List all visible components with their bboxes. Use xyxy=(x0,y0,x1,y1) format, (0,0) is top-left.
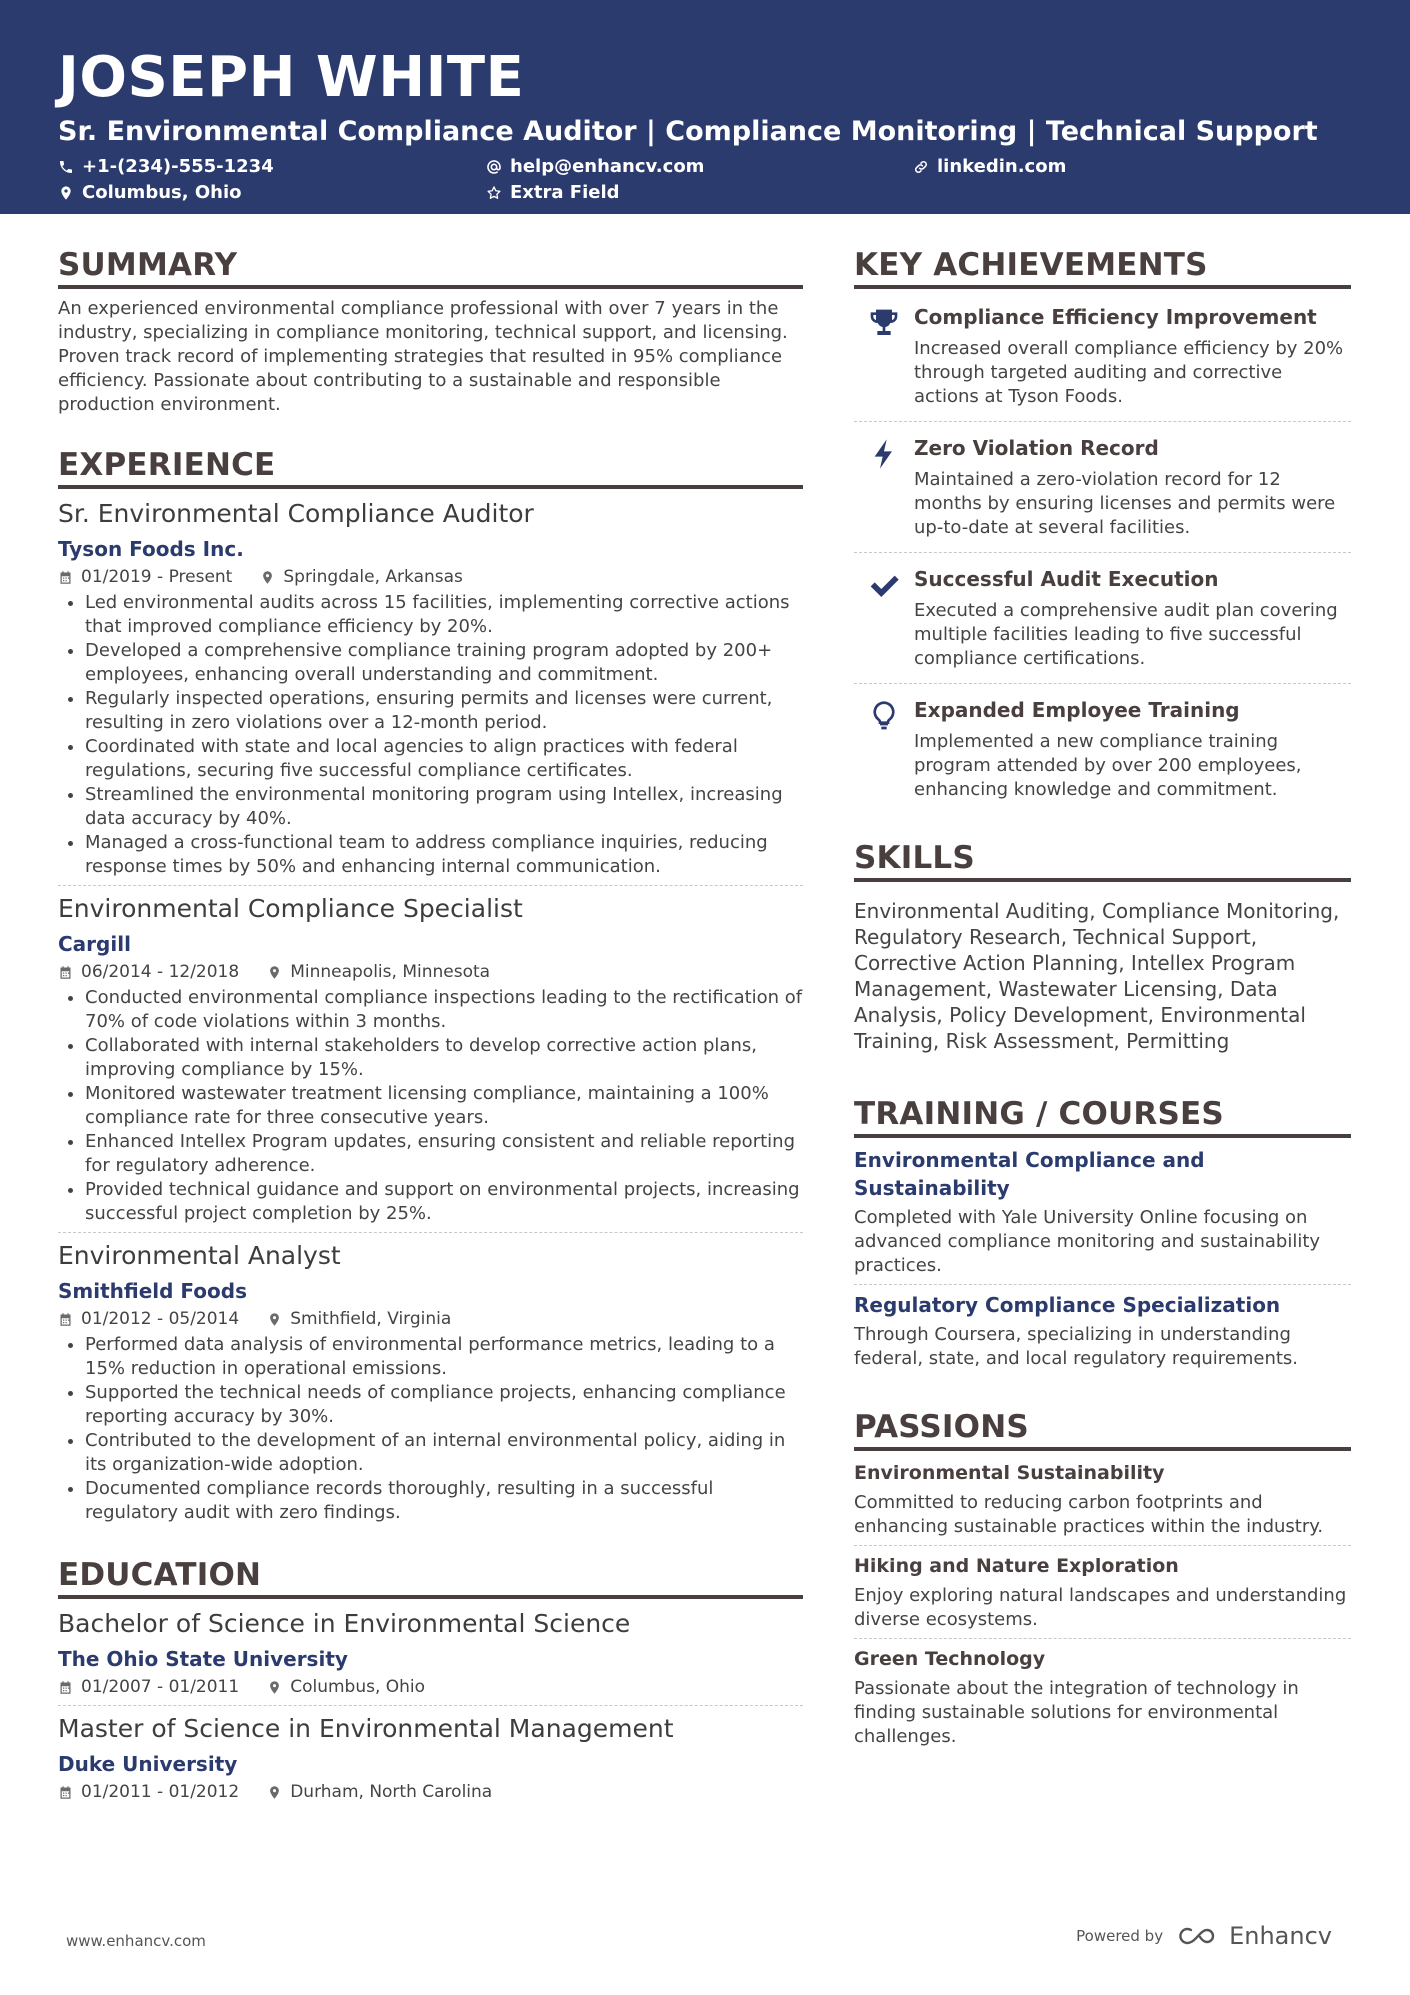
job-location xyxy=(260,565,463,589)
passion-item xyxy=(854,1459,1351,1539)
achievement-desc: Maintained a zero-violation record for 12 months by ensuring licenses and permits were up-to-date at several facilities. xyxy=(914,469,1336,538)
divider xyxy=(854,552,1351,553)
education-entry xyxy=(58,1607,803,1699)
location-icon xyxy=(260,570,275,585)
company-name: Tyson Foods Inc. xyxy=(58,537,244,561)
right-column xyxy=(854,245,1351,1749)
contact-phone-text: +1-(234)-555-1234 xyxy=(82,156,274,177)
passion-title: Hiking and Nature Exploration xyxy=(854,1555,1179,1577)
passion-item xyxy=(854,1552,1351,1632)
achievement-title: Successful Audit Execution xyxy=(914,567,1219,591)
list-item: Performed data analysis of environmental performance metrics, leading to a 15% reduction in operational emissions. xyxy=(58,1333,803,1381)
divider xyxy=(854,1545,1351,1546)
passion-desc: Passionate about the integration of technology in finding sustainable solutions for environmental challenges. xyxy=(854,1678,1299,1747)
contact-extra-text: Extra Field xyxy=(510,182,620,203)
job-dates-text: 06/2014 - 12/2018 xyxy=(81,962,240,982)
passion-title: Green Technology xyxy=(854,1648,1046,1670)
education-dates xyxy=(58,1675,239,1699)
checkmark-icon xyxy=(868,569,900,601)
education-heading: EDUCATION xyxy=(58,1555,803,1599)
job-entry xyxy=(58,497,803,879)
degree-title: Bachelor of Science in Environmental Science xyxy=(58,1609,631,1638)
education-meta xyxy=(58,1780,803,1804)
list-item: Monitored wastewater treatment licensing compliance, maintaining a 100% compliance rate for three consecutive years. xyxy=(58,1082,803,1130)
course-desc: Completed with Yale University Online focusing on advanced compliance monitoring and sustainability practices. xyxy=(854,1207,1321,1276)
calendar-icon xyxy=(58,1680,73,1695)
job-meta xyxy=(58,1307,803,1331)
achievements-heading: KEY ACHIEVEMENTS xyxy=(854,245,1351,289)
company-name: Cargill xyxy=(58,932,131,956)
list-item: Streamlined the environmental monitoring program using Intellex, increasing data accuracy by 40%. xyxy=(58,783,803,831)
education-meta xyxy=(58,1675,803,1699)
education-location-text: Columbus, Ohio xyxy=(290,1677,426,1697)
calendar-icon xyxy=(58,965,73,980)
school-name: The Ohio State University xyxy=(58,1647,348,1671)
job-dates-text: 01/2019 - Present xyxy=(81,567,233,587)
achievement-desc: Executed a comprehensive audit plan covering multiple facilities leading to five successful compliance certifications. xyxy=(914,600,1338,669)
footer-branding[interactable] xyxy=(1076,1922,1332,1950)
list-item: Collaborated with internal stakeholders to develop corrective action plans, improving compliance by 15%. xyxy=(58,1034,803,1082)
job-bullets xyxy=(58,591,803,879)
contact-email-text: help@enhancv.com xyxy=(510,156,705,177)
education-location-text: Durham, North Carolina xyxy=(290,1782,493,1802)
job-location xyxy=(267,1307,451,1331)
job-dates-text: 01/2012 - 05/2014 xyxy=(81,1309,240,1329)
achievement-icon xyxy=(854,696,914,802)
summary-heading: SUMMARY xyxy=(58,245,803,289)
education-dates-text: 01/2011 - 01/2012 xyxy=(81,1782,240,1802)
divider xyxy=(58,1705,803,1706)
contact-location xyxy=(58,180,242,206)
contact-location-text: Columbus, Ohio xyxy=(82,182,242,203)
job-location-text: Springdale, Arkansas xyxy=(283,567,463,587)
contact-linkedin[interactable] xyxy=(913,154,1066,180)
passion-title: Environmental Sustainability xyxy=(854,1462,1165,1484)
education-dates xyxy=(58,1780,239,1804)
job-dates xyxy=(58,960,239,984)
job-dates xyxy=(58,1307,239,1331)
achievement-item xyxy=(854,690,1351,808)
divider xyxy=(58,1232,803,1233)
achievement-desc: Increased overall compliance efficiency by 20% through targeted auditing and corrective actions at Tyson Foods. xyxy=(914,338,1344,407)
star-icon xyxy=(486,185,502,201)
divider xyxy=(854,1638,1351,1639)
lightbulb-icon xyxy=(868,700,900,732)
passion-item xyxy=(854,1645,1351,1749)
footer-website[interactable]: www.enhancv.com xyxy=(66,1932,206,1950)
list-item: Coordinated with state and local agencies to align practices with federal regulations, securing five successful compliance certificates. xyxy=(58,735,803,783)
enhancv-logo xyxy=(1177,1922,1332,1950)
education-location xyxy=(267,1780,492,1804)
location-icon xyxy=(267,1312,282,1327)
powered-by-label: Powered by xyxy=(1076,1927,1164,1945)
location-icon xyxy=(267,965,282,980)
job-meta xyxy=(58,565,803,589)
job-meta xyxy=(58,960,803,984)
job-location xyxy=(267,960,490,984)
divider xyxy=(854,683,1351,684)
contact-email[interactable] xyxy=(486,154,704,180)
job-dates xyxy=(58,565,232,589)
job-entry xyxy=(58,892,803,1226)
job-title: Environmental Compliance Specialist xyxy=(58,894,523,923)
achievement-icon xyxy=(854,434,914,540)
training-heading: TRAINING / COURSES xyxy=(854,1094,1351,1138)
achievement-title: Zero Violation Record xyxy=(914,436,1159,460)
achievement-item xyxy=(854,428,1351,546)
contact-linkedin-text: linkedin.com xyxy=(937,156,1067,177)
calendar-icon xyxy=(58,1785,73,1800)
training-item xyxy=(854,1291,1351,1371)
list-item: Conducted environmental compliance inspections leading to the rectification of 70% of code violations within 3 months. xyxy=(58,986,803,1034)
calendar-icon xyxy=(58,570,73,585)
list-item: Documented compliance records thoroughly, resulting in a successful regulatory audit with zero findings. xyxy=(58,1477,803,1525)
job-bullets xyxy=(58,986,803,1226)
course-title: Regulatory Compliance Specialization xyxy=(854,1293,1281,1317)
school-name: Duke University xyxy=(58,1752,238,1776)
enhancv-logo-icon xyxy=(1177,1924,1223,1948)
list-item: Led environmental audits across 15 facilities, implementing corrective actions that improved compliance efficiency by 20%. xyxy=(58,591,803,639)
candidate-name: JOSEPH WHITE xyxy=(58,45,525,110)
achievement-item xyxy=(854,297,1351,415)
skills-list: Environmental Auditing, Compliance Monitoring, Regulatory Research, Technical Support, Corrective Action Planning, Intellex Program Management, Wastewater Licensing, Data Analysis, Policy Development, Environmental Training, Risk Assessment, Permitting xyxy=(854,899,1340,1053)
contact-phone[interactable] xyxy=(58,154,274,180)
link-icon xyxy=(913,159,929,175)
resume-header xyxy=(0,0,1410,214)
list-item: Contributed to the development of an internal environmental policy, aiding in its organization-wide adoption. xyxy=(58,1429,803,1477)
list-item: Regularly inspected operations, ensuring permits and licenses were current, resulting in zero violations over a 12-month period. xyxy=(58,687,803,735)
list-item: Managed a cross-functional team to address compliance inquiries, reducing response times by 50% and enhancing internal communication. xyxy=(58,831,803,879)
candidate-headline: Sr. Environmental Compliance Auditor | Compliance Monitoring | Technical Support xyxy=(58,116,1318,147)
contact-extra xyxy=(486,180,620,206)
course-desc: Through Coursera, specializing in understanding federal, state, and local regulatory requirements. xyxy=(854,1324,1299,1369)
achievement-icon xyxy=(854,303,914,409)
list-item: Provided technical guidance and support on environmental projects, increasing successful project completion by 25%. xyxy=(58,1178,803,1226)
job-location-text: Smithfield, Virginia xyxy=(290,1309,452,1329)
location-icon xyxy=(267,1785,282,1800)
list-item: Developed a comprehensive compliance training program adopted by 200+ employees, enhancing overall understanding and commitment. xyxy=(58,639,803,687)
skills-heading: SKILLS xyxy=(854,838,1351,882)
contact-info xyxy=(58,154,1352,210)
achievement-title: Expanded Employee Training xyxy=(914,698,1240,722)
enhancv-brand-text: Enhancv xyxy=(1229,1922,1332,1950)
divider xyxy=(854,421,1351,422)
achievement-desc: Implemented a new compliance training program attended by over 200 employees, enhancing knowledge and commitment. xyxy=(914,731,1302,800)
list-item: Supported the technical needs of compliance projects, enhancing compliance reporting accuracy by 30%. xyxy=(58,1381,803,1429)
passion-desc: Enjoy exploring natural landscapes and understanding diverse ecosystems. xyxy=(854,1585,1347,1630)
degree-title: Master of Science in Environmental Management xyxy=(58,1714,674,1743)
job-title: Environmental Analyst xyxy=(58,1241,341,1270)
achievement-icon xyxy=(854,565,914,671)
list-item: Enhanced Intellex Program updates, ensuring consistent and reliable reporting for regulatory adherence. xyxy=(58,1130,803,1178)
phone-icon xyxy=(58,159,74,175)
training-item xyxy=(854,1146,1351,1278)
education-dates-text: 01/2007 - 01/2011 xyxy=(81,1677,240,1697)
calendar-icon xyxy=(58,1312,73,1327)
at-icon xyxy=(486,159,502,175)
course-title: Environmental Compliance and Sustainability xyxy=(854,1148,1205,1200)
left-column xyxy=(58,245,803,1804)
trophy-icon xyxy=(868,307,900,339)
divider xyxy=(854,1284,1351,1285)
passions-heading: PASSIONS xyxy=(854,1407,1351,1451)
experience-heading: EXPERIENCE xyxy=(58,445,803,489)
job-title: Sr. Environmental Compliance Auditor xyxy=(58,499,534,528)
divider xyxy=(58,885,803,886)
summary-text: An experienced environmental compliance professional with over 7 years in the industry, specializing in compliance monitoring, technical support, and licensing. Proven track record of implementing strategies that resulted in 95% compliance efficiency. Passionate about contributing to a sustainable and responsible production environment. xyxy=(58,298,788,415)
lightning-icon xyxy=(868,438,900,470)
achievement-title: Compliance Efficiency Improvement xyxy=(914,305,1317,329)
job-bullets xyxy=(58,1333,803,1525)
location-icon xyxy=(58,185,74,201)
job-location-text: Minneapolis, Minnesota xyxy=(290,962,491,982)
achievement-item xyxy=(854,559,1351,677)
company-name: Smithfield Foods xyxy=(58,1279,247,1303)
education-location xyxy=(267,1675,425,1699)
passion-desc: Committed to reducing carbon footprints and enhancing sustainable practices within the industry. xyxy=(854,1492,1324,1537)
location-icon xyxy=(267,1680,282,1695)
job-entry xyxy=(58,1239,803,1525)
education-entry xyxy=(58,1712,803,1804)
